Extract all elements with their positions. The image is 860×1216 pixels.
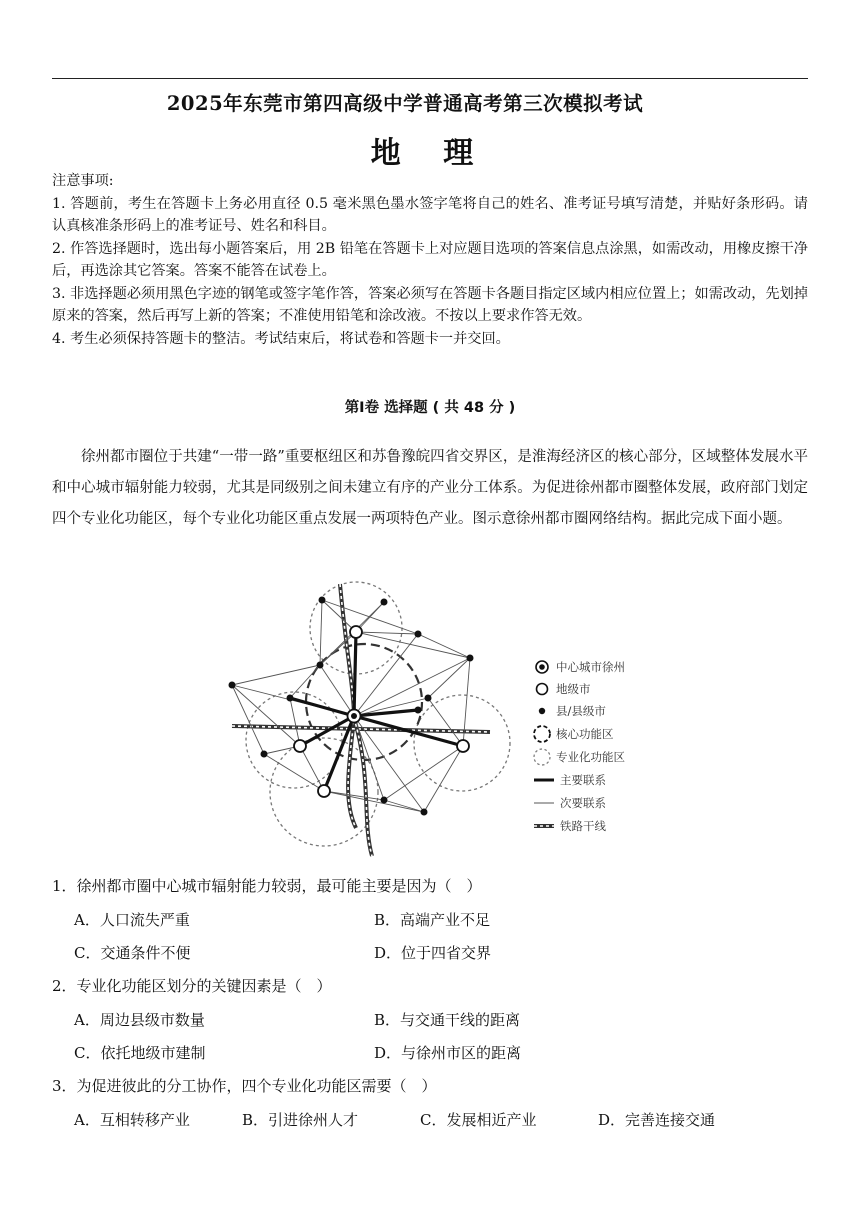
legend-label: 县/县级市 — [556, 704, 606, 718]
notice-item: 1. 答题前，考生在答题卡上务必用直径 0.5 毫米黑色墨水签字笔将自己的姓名、准考证号填写清楚，并贴好条形码。请认真核准条形码上的准考证号、姓名和科目。 — [52, 195, 808, 234]
legend-core-zone-icon — [534, 726, 550, 742]
legend-county-icon — [539, 708, 545, 714]
option-c: C．依托地级市建制 — [74, 1044, 206, 1062]
question-stem: 1．徐州都市圈中心城市辐射能力较弱，最可能主要是因为（ ） — [52, 877, 482, 895]
central-city-core — [351, 713, 357, 719]
legend-label: 主要联系 — [560, 773, 606, 787]
prefecture-node — [457, 740, 469, 752]
legend-prefecture-icon — [537, 684, 548, 695]
option-a: A．互相转移产业 — [74, 1111, 190, 1129]
option-d: D．与徐州市区的距离 — [374, 1044, 522, 1062]
passage-text: 徐州都市圈位于共建“一带一路”重要枢纽区和苏鲁豫皖四省交界区，是淮海经济区的核心部分，区域整体发展水平和中心城市辐射能力较弱，尤其是同级别之间未建立有序的产业分工体系。为促进徐州都市圈整体发展，政府部门划定四个专业化功能区，每个专业化功能区重点发展一两项特色产业。图示意徐州都市圈网络结构。据此完成下面小题。 — [52, 449, 808, 527]
legend-label: 次要联系 — [560, 796, 606, 810]
county-node — [425, 695, 432, 702]
option-b: B．引进徐州人才 — [242, 1111, 359, 1129]
county-node — [261, 751, 268, 758]
option-b: B．高端产业不足 — [374, 911, 491, 929]
option-b: B．与交通干线的距离 — [374, 1011, 521, 1029]
option-row — [52, 939, 808, 972]
option-d: D．完善连接交通 — [598, 1111, 716, 1129]
county-node — [381, 599, 388, 606]
question-list — [52, 872, 808, 1139]
option-a: A．人口流失严重 — [74, 911, 190, 929]
exam-title: 2025年东莞市第四高级中学普通高考第三次模拟考试 — [166, 92, 644, 115]
legend-label: 中心城市徐州 — [556, 660, 625, 674]
option-row — [52, 1039, 808, 1072]
header-rule — [52, 78, 808, 79]
option-d: D．位于四省交界 — [374, 944, 492, 962]
option-a: A．周边县级市数量 — [74, 1011, 205, 1029]
legend-label: 专业化功能区 — [556, 750, 625, 764]
option-c: C．交通条件不便 — [74, 944, 191, 962]
legend-label: 地级市 — [556, 682, 591, 696]
county-node — [415, 707, 422, 714]
legend-specialized-zone-icon — [534, 749, 550, 765]
main-links — [290, 632, 463, 791]
option-row — [52, 1106, 808, 1139]
reading-passage — [52, 442, 808, 535]
notice-block — [52, 170, 808, 350]
notice-heading: 注意事项: — [52, 173, 114, 189]
notice-item: 3. 非选择题必须用黑色字迹的钢笔或签字笔作答，答案必须写在答题卡各题目指定区域内相应位置上；如需改动，先划掉原来的答案，然后再写上新的答案；不准使用铅笔和涂改液。不按以上要求作答无效。 — [52, 285, 808, 324]
prefecture-node — [294, 740, 306, 752]
prefecture-node — [350, 626, 362, 638]
option-row — [52, 1006, 808, 1039]
county-node — [381, 797, 388, 804]
county-node — [287, 695, 294, 702]
option-row — [52, 906, 808, 939]
prefecture-node — [318, 785, 330, 797]
county-node — [467, 655, 474, 662]
county-node — [421, 809, 428, 816]
legend-label: 铁路干线 — [560, 819, 606, 833]
option-c: C．发展相近产业 — [420, 1111, 537, 1129]
question-stem: 2．专业化功能区划分的关键因素是（ ） — [52, 977, 332, 995]
county-node — [229, 682, 236, 689]
network-map-figure — [222, 580, 642, 860]
notice-item: 2. 作答选择题时，选出每小题答案后，用 2B 铅笔在答题卡上对应题目选项的答案信息点涂黑，如需改动，用橡皮擦干净后，再选涂其它答案。答案不能答在试卷上。 — [52, 240, 808, 279]
zone-west — [246, 692, 342, 788]
figure-legend — [534, 660, 625, 833]
legend-label: 核心功能区 — [556, 727, 614, 741]
network-map — [222, 580, 642, 860]
county-node — [415, 631, 422, 638]
county-node — [319, 597, 326, 604]
notice-item: 4. 考生必须保持答题卡的整洁。考试结束后，将试卷和答题卡一并交回。 — [52, 330, 510, 347]
question-stem: 3．为促进彼此的分工协作，四个专业化功能区需要（ ） — [52, 1077, 437, 1095]
county-node — [317, 662, 324, 669]
section-title: 第Ⅰ卷 选择题 ( 共 48 分 ) — [344, 400, 516, 416]
subject-title: 地 理 — [370, 136, 490, 171]
